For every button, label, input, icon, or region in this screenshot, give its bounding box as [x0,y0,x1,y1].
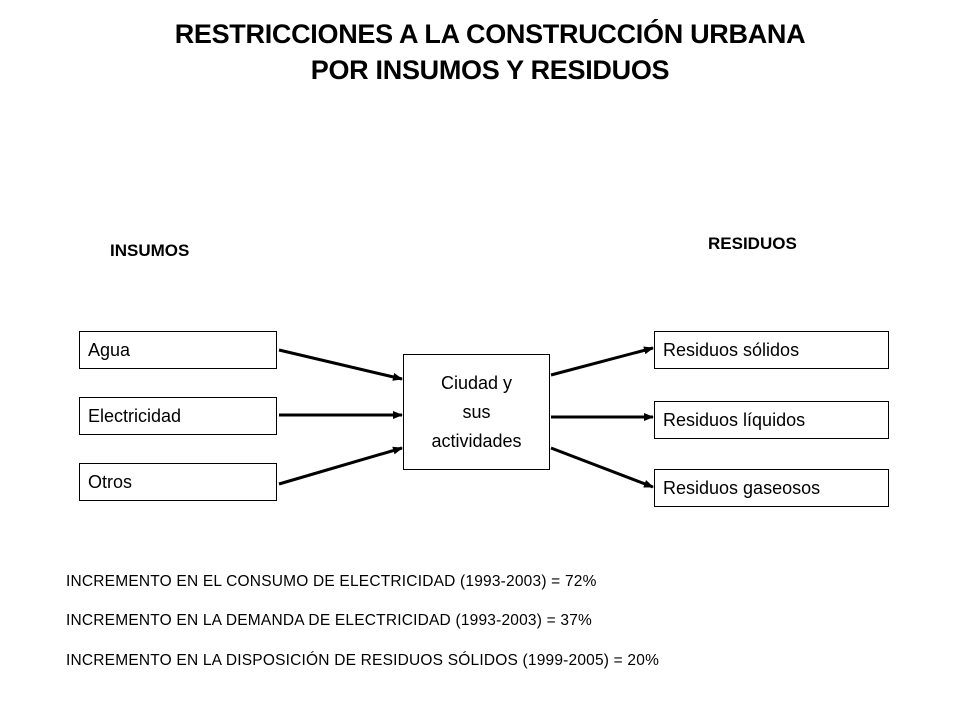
arrow-otros-to-city [279,448,402,484]
note-demanda-electricidad: INCREMENTO EN LA DEMANDA DE ELECTRICIDAD (1993-2003) = 37% [66,612,592,629]
output-box-solidos: Residuos sólidos [654,331,889,369]
arrow-city-to-solidos [551,348,653,375]
output-box-liquidos: Residuos líquidos [654,401,889,439]
center-line-2: sus [462,401,491,422]
note-residuos-solidos: INCREMENTO EN LA DISPOSICIÓN DE RESIDUOS SÓLIDOS (1999-2005) = 20% [66,652,660,669]
arrow-city-to-gaseosos [551,448,653,487]
title-line-2: POR INSUMOS Y RESIDUOS [310,55,670,85]
title-line-1: RESTRICCIONES A LA CONSTRUCCIÓN URBANA [174,19,806,49]
input-box-agua: Agua [79,331,277,369]
center-line-1: Ciudad y [440,372,513,393]
output-box-gaseosos: Residuos gaseosos [654,469,889,507]
input-box-otros: Otros [79,463,277,501]
arrow-agua-to-city [279,350,402,379]
note-consumo-electricidad: INCREMENTO EN EL CONSUMO DE ELECTRICIDAD (1993-2003) = 72% [66,573,597,590]
inputs-heading: INSUMOS [110,241,190,260]
input-box-electricidad: Electricidad [79,397,277,435]
center-line-3: actividades [431,430,522,451]
outputs-heading: RESIDUOS [708,234,797,253]
